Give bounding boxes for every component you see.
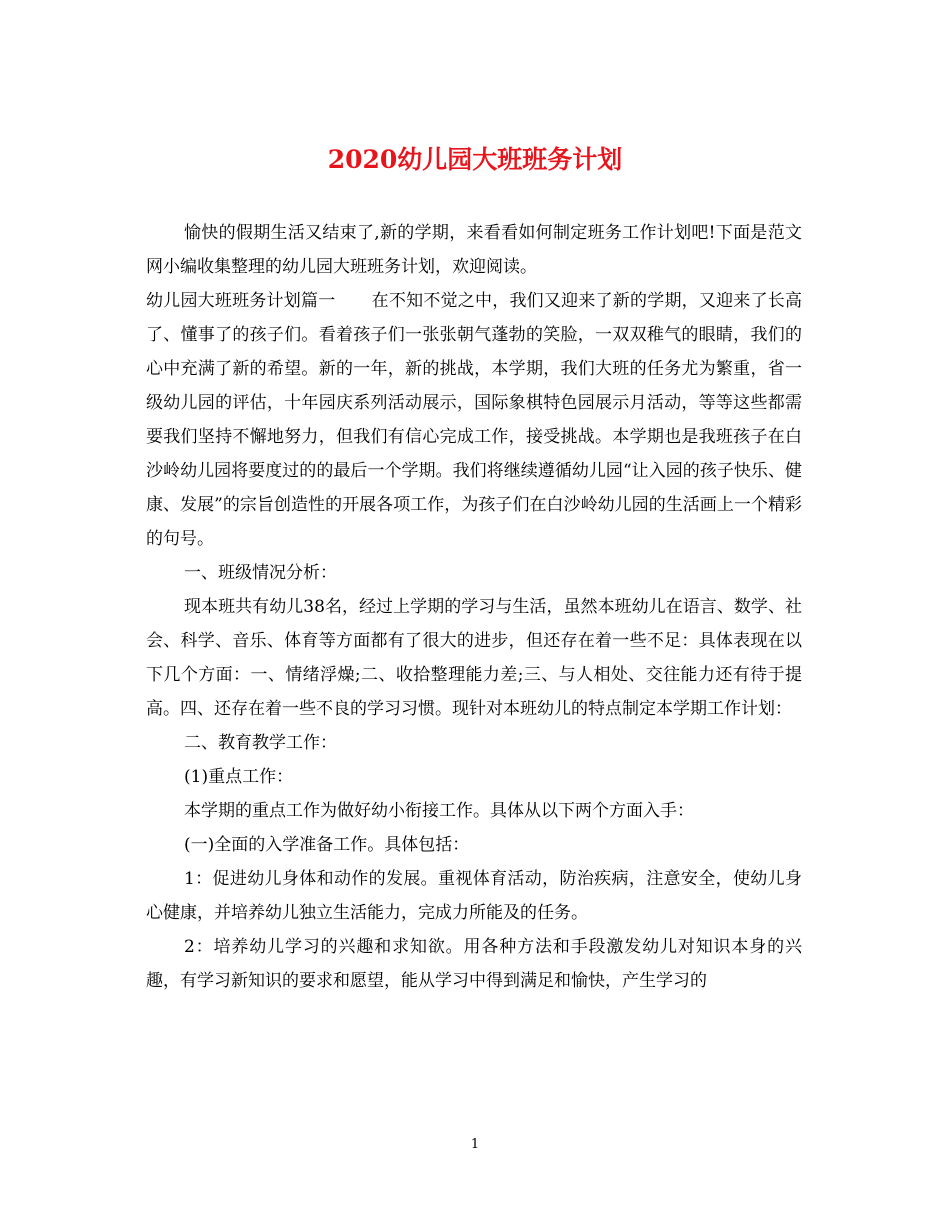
section2-heading: 二、教育教学工作： (184, 733, 337, 753)
section1-heading: 一、班级情况分析： (184, 563, 337, 583)
document-body (146, 216, 802, 998)
document-title: 2020幼儿园大班班务计划 (327, 145, 623, 174)
key-work-subheading: (1)重点工作： (184, 767, 294, 787)
plan-paragraph (146, 284, 802, 556)
plan-heading: 幼儿园大班班务计划篇一 (146, 291, 336, 311)
key-work-paragraph: 本学期的重点工作为做好幼小衔接工作。具体从以下两个方面入手： (184, 801, 694, 821)
section1-paragraph: 现本班共有幼儿38名，经过上学期的学习与生活，虽然本班幼儿在语言、数学、社会、科学、音乐、体育等方面都有了很大的进步，但还存在着一些不足：具体表现在以下几个方面：一、情绪浮燥;二、收拾整理能力差;三、与人相处、交往能力还有待于提高。四、还存在着一些不良的学习习惯。现针对本班幼儿的特点制定本学期工作计划： (146, 597, 802, 719)
list-item-2: 2：培养幼儿学习的兴趣和求知欲。用各种方法和手段激发幼儿对知识本身的兴趣，有学习新知识的要求和愿望，能从学习中得到满足和愉快，产生学习的 (146, 937, 802, 991)
plan-body-text: 在不知不觉之中，我们又迎来了新的学期，又迎来了长高了、懂事了的孩子们。看着孩子们一张张朝气蓬勃的笑脸，一双双稚气的眼睛，我们的心中充满了新的希望。新的一年，新的挑战，本学期，我们大班的任务尤为繁重，省一级幼儿园的评估，十年园庆系列活动展示，国际象棋特色园展示月活动，等等这些都需要我们坚持不懈地努力，但我们有信心完成工作，接受挑战。本学期也是我班孩子在白沙岭幼儿园将要度过的的最后一个学期。我们将继续遵循幼儿园“让入园的孩子快乐、健康、发展”的宗旨创造性的开展各项工作，为孩子们在白沙岭幼儿园的生活画上一个精彩的句号。 (146, 291, 803, 549)
page-number: 1 (470, 1137, 480, 1152)
preparation-subheading: (一)全面的入学准备工作。具体包括： (184, 835, 470, 855)
list-item-1: 1：促进幼儿身体和动作的发展。重视体育活动，防治疾病，注意安全，使幼儿身心健康，并培养幼儿独立生活能力，完成力所能及的任务。 (146, 869, 802, 923)
intro-paragraph: 愉快的假期生活又结束了,新的学期，来看看如何制定班务工作计划吧!下面是范文网小编收集整理的幼儿园大班班务计划，欢迎阅读。 (146, 223, 802, 277)
